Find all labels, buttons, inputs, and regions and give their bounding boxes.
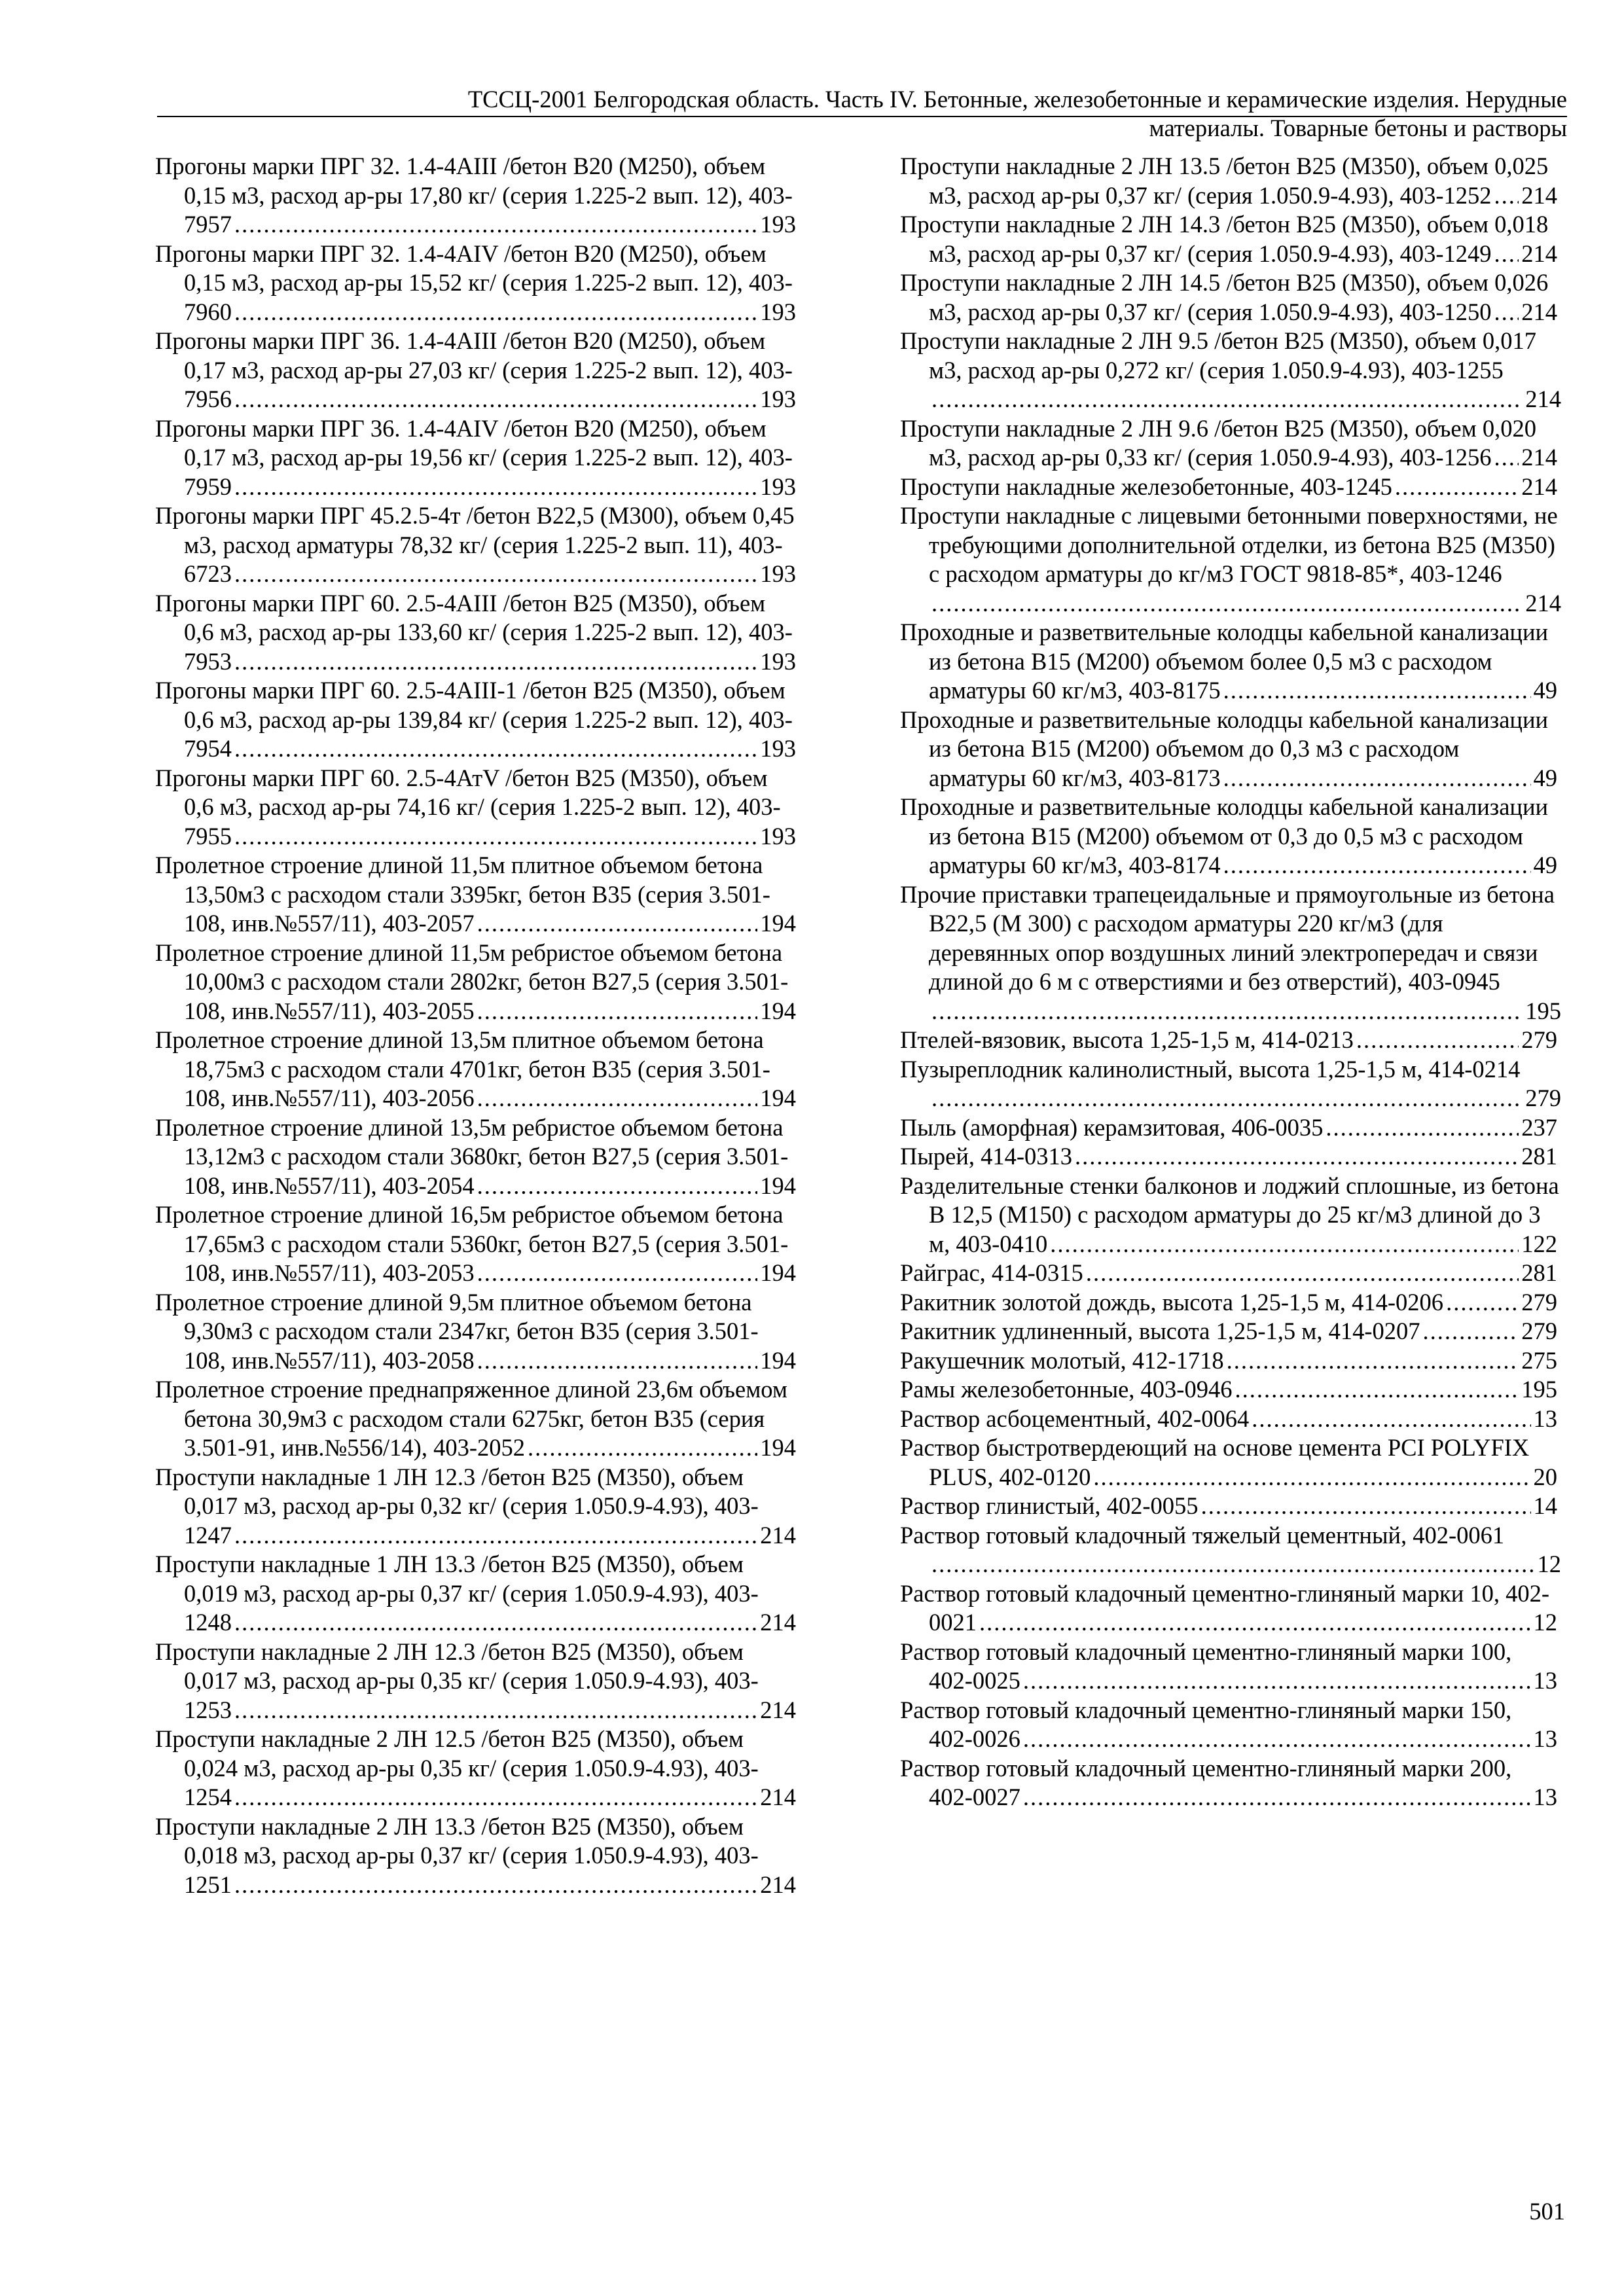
dot-leader	[1201, 1492, 1531, 1521]
index-entry-page: 14	[1533, 1492, 1557, 1519]
index-entry-text: Проходные и разветвительные колодцы кабельной канализации из бетона В15 (М200) объемом до 0,3 м3 с расходом арматуры 60 кг/м3, 403-8173	[900, 706, 1549, 791]
index-entry-page: 194	[760, 1085, 796, 1111]
index-entry	[155, 327, 800, 414]
index-entry	[900, 1113, 1561, 1143]
running-header	[157, 85, 1567, 143]
index-entry-text: Прогоны марки ПРГ 45.2.5-4т /бетон В22,5 (М300), объем 0,45 м3, расход арматуры 78,32 кг/ (серия 1.225-2 вып. 11), 403-6723	[155, 502, 795, 587]
index-entry	[900, 1375, 1561, 1405]
dot-leader	[1423, 1317, 1519, 1346]
index-entry-text: Проступи накладные 2 ЛН 13.3 /бетон В25 (М350), объем 0,018 м3, расход ар-ры 0,37 кг/ (серия 1.050.9-4.93), 403-1251	[155, 1812, 759, 1898]
index-entry-text: Прогоны марки ПРГ 60. 2.5-4АIII /бетон В25 (М350), объем 0,6 м3, расход ар-ры 133,60 кг/ (серия 1.225-2 вып. 12), 403-7953	[155, 589, 793, 675]
index-entry-text: Рамы железобетонные, 403-0946	[900, 1376, 1233, 1403]
index-entry-text: Раствор готовый кладочный цементно-глиняный марки 100, 402-0025	[900, 1638, 1512, 1694]
index-entry	[900, 1754, 1561, 1812]
index-entry-page: 194	[760, 1259, 796, 1286]
index-entry-page: 195	[1525, 997, 1561, 1024]
index-entry	[900, 268, 1561, 327]
index-entry-page: 13	[1533, 1725, 1557, 1752]
index-entry	[155, 1638, 800, 1725]
dot-leader	[931, 997, 1523, 1026]
index-entry-text: Раствор асбоцементный, 402-0064	[900, 1405, 1250, 1432]
index-entry	[155, 1288, 800, 1376]
index-entry-text: Пролетное строение длиной 16,5м ребристое объемом бетона 17,65м3 с расходом стали 5360кг, бетон В27,5 (серия 3.501-108, инв.№557/11), 403-2053	[155, 1201, 789, 1286]
index-entry	[900, 1492, 1561, 1521]
index-entry-page: 194	[760, 910, 796, 937]
dot-leader	[234, 1521, 757, 1551]
index-entry	[155, 1812, 800, 1900]
index-entry	[900, 1696, 1561, 1754]
index-entry-page: 214	[760, 1871, 796, 1898]
dot-leader	[1494, 181, 1519, 211]
dot-leader	[1395, 473, 1519, 502]
index-entry-page: 49	[1533, 764, 1557, 791]
index-entry-text: Пролетное строение длиной 9,5м плитное объемом бетона 9,30м3 с расходом стали 2347кг, бетон В35 (серия 3.501-108, инв.№557/11), 403-2058	[155, 1288, 759, 1374]
index-entry-page: 281	[1521, 1143, 1557, 1170]
dot-leader	[528, 1433, 757, 1463]
index-entry-text: Пузыреплодник калинолистный, высота 1,25-1,5 м, 414-0214	[900, 1055, 1521, 1083]
index-entry	[900, 1346, 1561, 1376]
index-entry-page: 193	[760, 560, 796, 587]
dot-leader	[1023, 1666, 1531, 1696]
index-entry-text: Прогоны марки ПРГ 32. 1.4-4АIV /бетон В20 (М250), объем 0,15 м3, расход ар-ры 15,52 кг/ (серия 1.225-2 вып. 12), 403-7960	[155, 240, 793, 325]
dot-leader	[1223, 676, 1531, 706]
index-entry	[155, 152, 800, 240]
dot-leader	[1446, 1288, 1519, 1318]
index-entry	[155, 589, 800, 677]
index-entry	[155, 764, 800, 852]
index-entry-text: Раствор готовый кладочный цементно-глиняный марки 200, 402-0027	[900, 1754, 1512, 1810]
dot-leader	[234, 1608, 757, 1638]
index-entry-text: Проходные и разветвительные колодцы кабельной канализации из бетона В15 (М200) объемом более 0,5 м3 с расходом арматуры 60 кг/м3, 403-8175	[900, 619, 1549, 704]
index-entry	[900, 1055, 1561, 1113]
dot-leader	[1050, 1230, 1519, 1259]
index-entry-text: Прогоны марки ПРГ 60. 2.5-4АIII-1 /бетон В25 (М350), объем 0,6 м3, расход ар-ры 139,84 кг/ (серия 1.225-2 вып. 12), 403-7954	[155, 677, 793, 762]
index-entry-page: 279	[1521, 1026, 1557, 1053]
index-entry	[900, 210, 1561, 268]
dot-leader	[931, 385, 1523, 414]
index-entry	[900, 1579, 1561, 1638]
index-entry-page: 13	[1533, 1405, 1557, 1432]
index-entry-page: 49	[1533, 852, 1557, 878]
index-entry-text: Птелей-вязовик, высота 1,25-1,5 м, 414-0213	[900, 1026, 1354, 1053]
index-entry-page: 214	[1525, 589, 1561, 617]
index-entry	[155, 1026, 800, 1113]
dot-leader	[234, 734, 757, 764]
header-rule	[157, 116, 1567, 117]
index-entry	[900, 327, 1561, 414]
dot-leader	[477, 909, 758, 939]
dot-leader	[234, 1696, 757, 1725]
index-entry-text: Проступи накладные 2 ЛН 13.5 /бетон В25 (М350), объем 0,025 м3, расход ар-ры 0,37 кг/ (серия 1.050.9-4.93), 403-1252	[900, 152, 1549, 209]
dot-leader	[234, 1871, 757, 1900]
dot-leader	[477, 997, 758, 1026]
index-entry-page: 193	[760, 298, 796, 325]
dot-leader	[477, 1172, 758, 1201]
header-title-line-1: ТССЦ-2001 Белгородская область. Часть IV. Бетонные, железобетонные и керамические изделия. Нерудные	[467, 86, 1567, 113]
index-entry-text: Раствор быстротвердеющий на основе цемента PCI POLYFIX PLUS, 402-0120	[900, 1434, 1530, 1490]
index-entry	[155, 414, 800, 502]
index-entry-text: Прогоны марки ПРГ 32. 1.4-4АIII /бетон В20 (М250), объем 0,15 м3, расход ар-ры 17,80 кг/ (серия 1.225-2 вып. 12), 403-7957	[155, 152, 793, 238]
index-entry	[900, 1317, 1561, 1346]
index-entry	[155, 1725, 800, 1812]
dot-leader	[1235, 1375, 1519, 1405]
index-entry-page: 122	[1521, 1230, 1557, 1257]
index-entry-page: 20	[1533, 1463, 1557, 1490]
dot-leader	[1023, 1783, 1531, 1812]
dot-leader	[234, 560, 757, 589]
index-entry-page: 279	[1521, 1318, 1557, 1344]
index-entry-page: 193	[760, 386, 796, 412]
dot-leader	[1023, 1725, 1531, 1754]
index-entry-text: Раствор готовый кладочный цементно-глиняный марки 150, 402-0026	[900, 1696, 1512, 1752]
index-entry-text: Проступи накладные 2 ЛН 9.6 /бетон В25 (М350), объем 0,020 м3, расход ар-ры 0,33 кг/ (серия 1.050.9-4.93), 403-1256	[900, 414, 1536, 471]
index-entry-text: Проступи накладные 2 ЛН 12.3 /бетон В25 (М350), объем 0,017 м3, расход ар-ры 0,35 кг/ (серия 1.050.9-4.93), 403-1253	[155, 1638, 759, 1723]
index-entry-page: 214	[1521, 298, 1557, 325]
index-entry	[900, 793, 1561, 880]
index-entry-page: 275	[1521, 1346, 1557, 1374]
dot-leader	[1494, 298, 1519, 327]
index-entry-text: Проступи накладные с лицевыми бетонными поверхностями, не требующими дополнительной отделки, из бетона В25 (М350) с расходом арматуры до кг/м3 ГОСТ 9818-85*, 403-1246	[900, 502, 1558, 587]
index-entry-text: Проступи накладные 2 ЛН 9.5 /бетон В25 (М350), объем 0,017 м3, расход ар-ры 0,272 кг/ (серия 1.050.9-4.93), 403-1255	[900, 327, 1536, 384]
index-entry	[155, 1550, 800, 1638]
index-entry-text: Пролетное строение длиной 13,5м плитное объемом бетона 18,75м3 с расходом стали 4701кг, бетон В35 (серия 3.501-108, инв.№557/11), 403-2056	[155, 1026, 770, 1111]
dot-leader	[979, 1608, 1531, 1638]
index-entry-page: 214	[1521, 240, 1557, 267]
index-entry-page: 12	[1533, 1609, 1557, 1636]
index-entry-text: Прогоны марки ПРГ 36. 1.4-4АIII /бетон В20 (М250), объем 0,17 м3, расход ар-ры 27,03 кг/ (серия 1.225-2 вып. 12), 403-7956	[155, 327, 793, 412]
index-entry-text: Раствор глинистый, 402-0055	[900, 1492, 1199, 1519]
index-entry-page: 194	[760, 1434, 796, 1461]
index-entry-text: Прогоны марки ПРГ 36. 1.4-4АIV /бетон В20 (М250), объем 0,17 м3, расход ар-ры 19,56 кг/ (серия 1.225-2 вып. 12), 403-7959	[155, 414, 793, 500]
dot-leader	[1086, 1259, 1519, 1288]
index-entry-page: 49	[1533, 677, 1557, 704]
dot-leader	[931, 1550, 1535, 1579]
dot-leader	[234, 298, 757, 327]
index-entry	[900, 1405, 1561, 1434]
index-entry	[155, 1200, 800, 1288]
dot-leader	[931, 1084, 1523, 1113]
index-entry-page: 279	[1525, 1085, 1561, 1111]
dot-leader	[234, 473, 757, 502]
index-entry-text: Прогоны марки ПРГ 60. 2.5-4АтV /бетон В25 (М350), объем 0,6 м3, расход ар-ры 74,16 кг/ (серия 1.225-2 вып. 12), 403-7955	[155, 764, 781, 850]
dot-leader	[234, 385, 757, 414]
index-entry-page: 195	[1521, 1376, 1557, 1403]
index-entry-text: Ракитник удлиненный, высота 1,25-1,5 м, 414-0207	[900, 1318, 1420, 1344]
index-entry	[155, 1113, 800, 1201]
dot-leader	[1075, 1142, 1519, 1172]
index-entry-text: Проступи накладные 2 ЛН 14.3 /бетон В25 (М350), объем 0,018 м3, расход ар-ры 0,37 кг/ (серия 1.050.9-4.93), 403-1249	[900, 211, 1549, 267]
index-entry	[155, 501, 800, 589]
index-entry	[155, 939, 800, 1026]
index-entry	[155, 676, 800, 764]
index-entry	[155, 1375, 800, 1463]
index-entry	[155, 1463, 800, 1551]
index-entry-text: Ракушечник молотый, 412-1718	[900, 1346, 1224, 1374]
index-entry-page: 13	[1533, 1667, 1557, 1694]
index-entry-page: 193	[760, 211, 796, 238]
index-entry-page: 214	[1521, 473, 1557, 500]
index-entry-page: 237	[1521, 1113, 1557, 1141]
index-entry-text: Пролетное строение длиной 11,5м ребристое объемом бетона 10,00м3 с расходом стали 2802кг, бетон В27,5 (серия 3.501-108, инв.№557/11), 403-2055	[155, 939, 789, 1024]
dot-leader	[234, 822, 757, 852]
index-entry	[900, 1172, 1561, 1259]
index-entry-page: 194	[760, 997, 796, 1024]
dot-leader	[931, 589, 1523, 619]
index-entry	[900, 152, 1561, 210]
dot-leader	[234, 1783, 757, 1812]
index-entry-page: 214	[760, 1696, 796, 1723]
dot-leader	[1093, 1463, 1530, 1492]
index-entry	[900, 880, 1561, 1026]
index-entry-text: Раствор готовый кладочный тяжелый цементный, 402-0061	[900, 1521, 1505, 1549]
index-entry-text: Прочие приставки трапецеидальные и прямоугольные из бетона В22,5 (М 300) с расходом арматуры 220 кг/м3 (для деревянных опор воздушных линий электропередач и связи длиной до 6 м с отверстиями и без отверстий), 403-0945	[900, 880, 1555, 995]
index-entry-page: 279	[1521, 1288, 1557, 1316]
index-entry-text: Проступи накладные 2 ЛН 14.5 /бетон В25 (М350), объем 0,026 м3, расход ар-ры 0,37 кг/ (серия 1.050.9-4.93), 403-1250	[900, 269, 1549, 325]
index-entry-page: 193	[760, 735, 796, 762]
index-entry	[900, 1638, 1561, 1696]
index-entry-page: 194	[760, 1346, 796, 1374]
index-entry-page: 214	[760, 1784, 796, 1810]
index-entry	[155, 240, 800, 327]
dot-leader	[1494, 443, 1519, 473]
dot-leader	[477, 1259, 758, 1288]
dot-leader	[1227, 1346, 1519, 1376]
index-entry-page: 214	[1521, 181, 1557, 209]
index-entry-page: 214	[1525, 386, 1561, 412]
index-entry-text: Пырей, 414-0313	[900, 1143, 1073, 1170]
index-entry-text: Разделительные стенки балконов и лоджий сплошные, из бетона В 12,5 (М150) с расходом арматуры до 25 кг/м3 длиной до 3 м, 403-0410	[900, 1172, 1559, 1257]
index-entry-page: 12	[1537, 1551, 1561, 1577]
index-entry-page: 13	[1533, 1784, 1557, 1810]
index-entry-page: 194	[760, 1172, 796, 1199]
header-title-line-2: материалы. Товарные бетоны и растворы	[1149, 115, 1567, 141]
index-entry	[900, 1142, 1561, 1172]
index-entry-text: Проступи накладные 1 ЛН 12.3 /бетон В25 (М350), объем 0,017 м3, расход ар-ры 0,32 кг/ (серия 1.050.9-4.93), 403-1247	[155, 1463, 759, 1549]
index-entry-page: 214	[1521, 444, 1557, 471]
index-column-right	[900, 152, 1561, 1812]
index-entry-text: Проступи накладные 2 ЛН 12.5 /бетон В25 (М350), объем 0,024 м3, расход ар-ры 0,35 кг/ (серия 1.050.9-4.93), 403-1254	[155, 1725, 759, 1810]
dot-leader	[1252, 1405, 1530, 1434]
index-entry-text: Пыль (аморфная) керамзитовая, 406-0035	[900, 1113, 1324, 1141]
index-entry-text: Пролетное строение преднапряженное длиной 23,6м объемом бетона 30,9м3 с расходом стали 6275кг, бетон В35 (серия 3.501-91, инв.№556/14), 403-2052	[155, 1376, 787, 1461]
index-entry-page: 214	[760, 1521, 796, 1549]
dot-leader	[1326, 1113, 1519, 1143]
index-entry	[900, 414, 1561, 473]
index-entry-text: Пролетное строение длиной 11,5м плитное объемом бетона 13,50м3 с расходом стали 3395кг, бетон В35 (серия 3.501-108, инв.№557/11), 403-2057	[155, 852, 770, 937]
index-entry-page: 214	[760, 1609, 796, 1636]
index-entry	[900, 473, 1561, 502]
index-entry	[900, 1433, 1561, 1492]
index-entry-text: Раствор готовый кладочный цементно-глиняный марки 10, 402-0021	[900, 1579, 1550, 1636]
index-entry	[900, 501, 1561, 618]
dot-leader	[234, 210, 757, 240]
index-entry-page: 281	[1521, 1259, 1557, 1286]
dot-leader	[1356, 1026, 1519, 1055]
index-entry	[900, 706, 1561, 793]
index-entry-text: Проступи накладные 1 ЛН 13.3 /бетон В25 (М350), объем 0,019 м3, расход ар-ры 0,37 кг/ (серия 1.050.9-4.93), 403-1248	[155, 1551, 759, 1636]
index-entry	[900, 1259, 1561, 1288]
dot-leader	[477, 1084, 758, 1113]
index-entry-text: Пролетное строение длиной 13,5м ребристое объемом бетона 13,12м3 с расходом стали 3680кг, бетон В27,5 (серия 3.501-108, инв.№557/11), 403-2054	[155, 1113, 789, 1199]
dot-leader	[1223, 851, 1531, 880]
index-entry-text: Райграс, 414-0315	[900, 1259, 1083, 1286]
dot-leader	[1494, 240, 1519, 269]
index-entry	[900, 618, 1561, 706]
index-entry-text: Проступи накладные железобетонные, 403-1245	[900, 473, 1392, 500]
index-entry-text: Ракитник золотой дождь, высота 1,25-1,5 м, 414-0206	[900, 1288, 1444, 1316]
index-entry	[900, 1521, 1561, 1579]
page-number: 501	[1529, 2198, 1565, 2225]
index-entry-text: Проходные и разветвительные колодцы кабельной канализации из бетона В15 (М200) объемом от 0,3 до 0,5 м3 с расходом арматуры 60 кг/м3, 403-8174	[900, 793, 1549, 878]
index-entry-page: 193	[760, 473, 796, 500]
dot-leader	[477, 1346, 758, 1376]
dot-leader	[1223, 764, 1531, 793]
index-entry-page: 193	[760, 822, 796, 850]
index-entry	[900, 1288, 1561, 1318]
index-entry	[900, 1026, 1561, 1055]
index-entry	[155, 851, 800, 939]
index-column-left	[155, 152, 800, 1899]
index-entry-page: 193	[760, 647, 796, 675]
dot-leader	[234, 647, 757, 677]
